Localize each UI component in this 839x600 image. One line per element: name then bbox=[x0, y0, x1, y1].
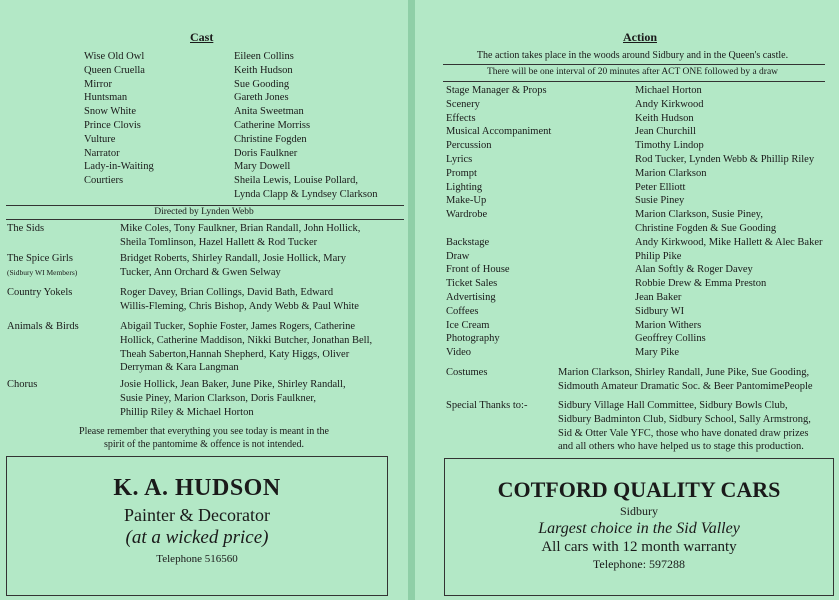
crew-role: Prompt bbox=[446, 167, 477, 179]
crew-role: Coffees bbox=[446, 305, 479, 317]
costumes-label: Costumes bbox=[446, 367, 488, 378]
thanks-line: Sid & Otter Vale YFC, those who have donated draw prizes bbox=[558, 427, 809, 439]
cast-actor: Christine Fogden bbox=[234, 133, 307, 145]
cast-actor: Anita Sweetman bbox=[234, 106, 304, 118]
divider bbox=[6, 205, 404, 206]
ad-hudson-slogan: (at a wicked price) bbox=[125, 527, 269, 548]
cast-actor: Eileen Collins bbox=[234, 51, 294, 62]
cast-actor: Mary Dowell bbox=[234, 161, 291, 173]
group-line: Bridget Roberts, Shirley Randall, Josie Hollick, Mary bbox=[120, 253, 347, 264]
ad-cotford-phone: Telephone: 597288 bbox=[592, 557, 686, 571]
crew-name: Andy Kirkwood, Mike Hallett & Alec Baker bbox=[635, 236, 823, 248]
cast-actors bbox=[234, 50, 378, 202]
crew-role: Make-Up bbox=[446, 195, 487, 207]
group-name: The Sids bbox=[7, 223, 45, 234]
crew-name: Mary Pike bbox=[635, 347, 680, 359]
divider bbox=[443, 64, 825, 65]
cast-role: Snow White bbox=[84, 106, 137, 118]
thanks-line: Sidbury Badminton Club, Sidbury School, Sally Armstrong, bbox=[558, 413, 811, 425]
ad-cotford-place: Sidbury bbox=[619, 504, 658, 518]
crew-role: Musical Accompaniment bbox=[446, 126, 552, 138]
group-line: Sheila Tomlinson, Hazel Hallett & Rod Tucker bbox=[120, 236, 318, 248]
cast-title: Cast bbox=[190, 30, 214, 44]
action-title: Action bbox=[623, 30, 657, 44]
crew-name: Michael Horton bbox=[635, 85, 702, 96]
crew-name: Alan Softly & Roger Davey bbox=[635, 264, 753, 276]
crew-role: Wardrobe bbox=[446, 209, 488, 221]
cast-role: Queen Cruella bbox=[84, 64, 145, 76]
crew-role: Scenery bbox=[446, 98, 480, 110]
directed-by: Directed by Lynden Webb bbox=[154, 207, 254, 217]
right-page bbox=[415, 0, 839, 600]
group-name: The Spice Girls bbox=[7, 253, 73, 264]
group-line: Phillip Riley & Michael Horton bbox=[120, 406, 254, 418]
crew-name: Jean Baker bbox=[635, 291, 682, 303]
crew-name: Andy Kirkwood bbox=[635, 98, 704, 110]
crew-roles bbox=[446, 84, 551, 360]
crew-role bbox=[446, 222, 551, 236]
ad-cotford bbox=[444, 458, 834, 596]
crew-name: Christine Fogden & Sue Gooding bbox=[635, 222, 777, 234]
crew-role: Ticket Sales bbox=[446, 278, 498, 290]
cast-role: Wise Old Owl bbox=[84, 51, 145, 62]
crew-name: Rod Tucker, Lynden Webb & Phillip Riley bbox=[635, 153, 815, 165]
crew-name: Marion Clarkson bbox=[635, 167, 707, 179]
group-members bbox=[120, 286, 359, 314]
thanks-label: Special Thanks to:- bbox=[446, 400, 528, 411]
group-members bbox=[120, 252, 346, 280]
action-interval: There will be one interval of 20 minutes after ACT ONE followed by a draw bbox=[486, 67, 779, 77]
crew-role: Stage Manager & Props bbox=[446, 85, 547, 96]
crew-name: Peter Elliott bbox=[635, 181, 686, 193]
cast-role: Huntsman bbox=[84, 92, 128, 104]
ad-hudson-phone: Telephone 516560 bbox=[156, 553, 238, 565]
group-line: Derryman & Kara Langman bbox=[120, 362, 239, 374]
group-line: Tucker, Ann Orchard & Gwen Selway bbox=[120, 266, 281, 278]
ad-hudson bbox=[6, 456, 388, 596]
crew-role: Percussion bbox=[446, 140, 492, 152]
crew-role: Backstage bbox=[446, 236, 490, 248]
ad-hudson-name: K. A. HUDSON bbox=[113, 475, 281, 501]
page-fold bbox=[408, 0, 415, 600]
thanks-line: Sidbury Village Hall Committee, Sidbury Bowls Club, bbox=[558, 400, 788, 411]
closing-note-line: Please remember that everything you see today is meant in the bbox=[79, 426, 329, 437]
costumes-line: Sidmouth Amateur Dramatic Soc. & Beer PantomimePeople bbox=[558, 380, 813, 392]
crew-name: Jean Churchill bbox=[635, 126, 696, 138]
crew-name: Geoffrey Collins bbox=[635, 333, 706, 345]
thanks-line: and all others who have helped us to stage this production. bbox=[558, 441, 804, 453]
cast-role: Mirror bbox=[84, 78, 112, 90]
crew-name: Sidbury WI bbox=[635, 305, 685, 317]
ad-hudson-trade: Painter & Decorator bbox=[124, 505, 270, 525]
crew-name: Keith Hudson bbox=[635, 112, 694, 124]
crew-name: Robbie Drew & Emma Preston bbox=[635, 278, 767, 290]
crew-role: Photography bbox=[446, 333, 500, 345]
left-page bbox=[0, 0, 408, 600]
crew-role: Front of House bbox=[446, 264, 510, 276]
group-line: Mike Coles, Tony Faulkner, Brian Randall, John Hollick, bbox=[120, 223, 361, 234]
group-line: Susie Piney, Marion Clarkson, Doris Faulkner, bbox=[120, 392, 317, 404]
crew-role: Draw bbox=[446, 250, 470, 262]
crew-name: Susie Piney bbox=[635, 195, 685, 207]
costumes-list bbox=[558, 366, 813, 394]
cast-actor: Catherine Morriss bbox=[234, 119, 311, 131]
cast-role: Narrator bbox=[84, 147, 120, 159]
ad-cotford-warranty: All cars with 12 month warranty bbox=[541, 539, 737, 555]
cast-roles bbox=[84, 50, 154, 188]
group-line: Theah Saberton,Hannah Shepherd, Katy Higgs, Oliver bbox=[120, 348, 350, 360]
crew-name: Timothy Lindop bbox=[635, 140, 704, 152]
action-setting: The action takes place in the woods around Sidbury and in the Queen's castle. bbox=[476, 50, 789, 61]
crew-role: Lighting bbox=[446, 181, 483, 193]
crew-role: Ice Cream bbox=[446, 319, 490, 331]
ad-cotford-name: COTFORD QUALITY CARS bbox=[497, 477, 781, 502]
crew-role: Video bbox=[446, 347, 472, 359]
group-line: Josie Hollick, Jean Baker, June Pike, Shirley Randall, bbox=[120, 379, 346, 390]
group-members bbox=[120, 222, 360, 250]
group-name: Country Yokels bbox=[7, 287, 73, 298]
group-members bbox=[120, 378, 346, 419]
crew-role: Effects bbox=[446, 112, 476, 124]
group-line: Willis-Fleming, Chris Bishop, Andy Webb & Paul White bbox=[120, 300, 359, 312]
cast-role: Vulture bbox=[84, 133, 116, 145]
crew-name: Marion Withers bbox=[635, 319, 702, 331]
thanks-list bbox=[558, 399, 811, 454]
cast-actor: Keith Hudson bbox=[234, 64, 293, 76]
cast-actor: Sue Gooding bbox=[234, 78, 290, 90]
cast-role: Courtiers bbox=[84, 175, 124, 187]
cast-role: Prince Clovis bbox=[84, 119, 141, 131]
costumes-line: Marion Clarkson, Shirley Randall, June Pike, Sue Gooding, bbox=[558, 367, 810, 378]
divider bbox=[443, 81, 825, 82]
group-subtitle: (Sidbury WI Members) bbox=[7, 268, 78, 277]
crew-role: Lyrics bbox=[446, 153, 473, 165]
divider bbox=[6, 219, 404, 220]
cast-actor: Sheila Lewis, Louise Pollard, bbox=[234, 175, 358, 187]
group-name: Animals & Birds bbox=[7, 321, 79, 332]
closing-note bbox=[0, 425, 408, 451]
closing-note-line: spirit of the pantomime & offence is not intended. bbox=[103, 439, 305, 450]
crew-names bbox=[635, 84, 823, 360]
cast-actor: Lynda Clapp & Lyndsey Clarkson bbox=[234, 188, 378, 200]
group-line: Roger Davey, Brian Collings, David Bath, Edward bbox=[120, 287, 334, 298]
crew-name: Philip Pike bbox=[635, 250, 682, 262]
group-members bbox=[120, 320, 372, 375]
cast-actor: Doris Faulkner bbox=[234, 147, 298, 159]
cast-role: Lady-in-Waiting bbox=[84, 161, 154, 173]
group-name: Chorus bbox=[7, 379, 38, 390]
crew-name: Marion Clarkson, Susie Piney, bbox=[635, 209, 763, 221]
crew-role: Advertising bbox=[446, 291, 496, 303]
cast-actor: Gareth Jones bbox=[234, 92, 289, 104]
group-line: Hollick, Catherine Maddison, Nikki Butcher, Jonathan Bell, bbox=[120, 334, 373, 346]
group-line: Abigail Tucker, Sophie Foster, James Rogers, Catherine bbox=[120, 321, 356, 332]
ad-cotford-slogan: Largest choice in the Sid Valley bbox=[538, 520, 740, 537]
